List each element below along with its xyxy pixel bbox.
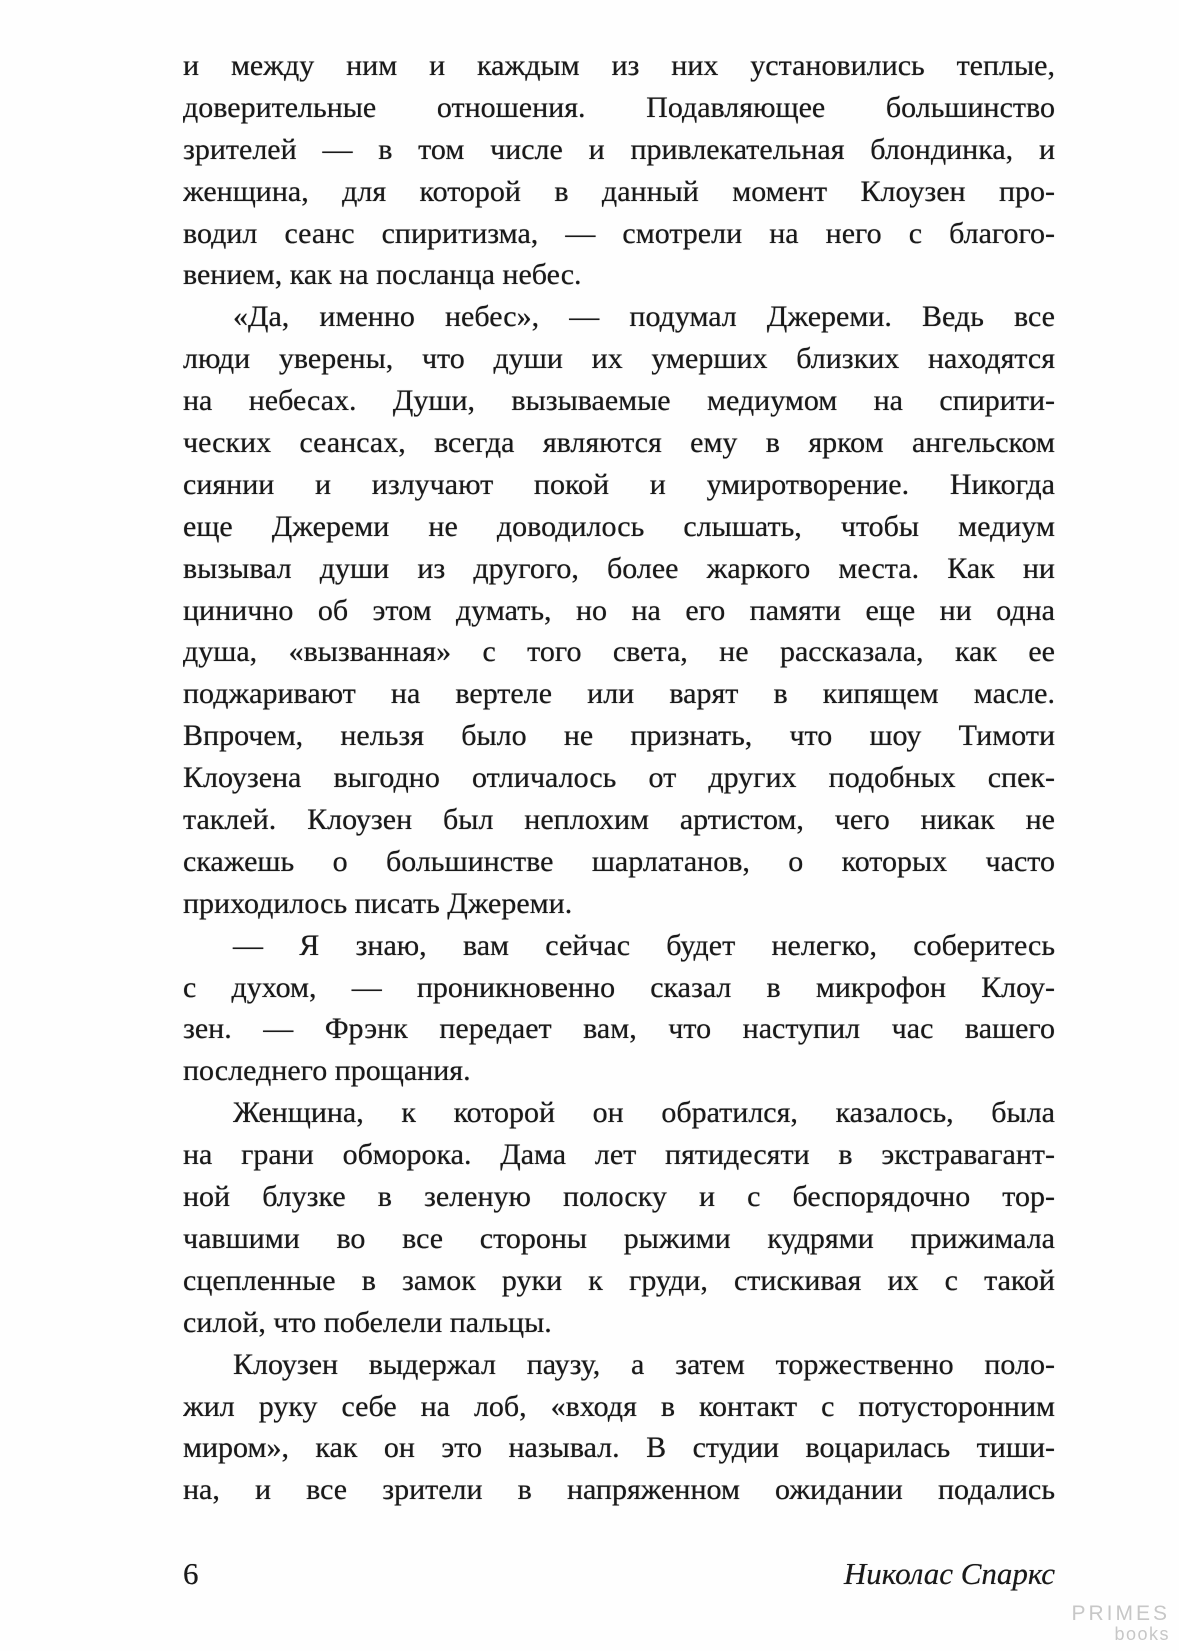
text-line: Женщина, к которой он обратился, казалось, была [233,1096,1055,1130]
text-line: поджаривают на вертеле или варят в кипящем масле. [183,677,1055,711]
paragraph [183,296,1055,924]
paragraph [183,925,1055,1093]
text-line: люди уверены, что души их умерших близких находятся [183,342,1055,376]
text-line: ной блузке в зеленую полоску и с беспорядочно тор- [183,1180,1055,1214]
text-line: Клоузен выдержал паузу, а затем торжественно поло- [233,1347,1055,1381]
text-line: силой, что побелели пальцы. [183,1305,552,1339]
text-line: миром», как он это называл. В студии воцарилась тиши- [183,1431,1055,1465]
text-line: «Да, именно небес», — подумал Джереми. Ведь все [233,300,1055,334]
text-line: вением, как на посланца небес. [183,258,582,292]
paragraph [183,1092,1055,1343]
text-block [183,45,1055,1511]
text-line: на небесах. Души, вызываемые медиумом на спирити- [183,384,1055,418]
text-line: таклей. Клоузен был неплохим артистом, чего никак не [183,803,1055,837]
text-line: на грани обморока. Дама лет пятидесяти в экстравагант- [183,1138,1055,1172]
text-line: сиянии и излучают покой и умиротворение. Никогда [183,467,1055,501]
text-line: скажешь о большинстве шарлатанов, о которых часто [183,844,1055,878]
text-line: цинично об этом думать, но на его памяти еще ни одна [183,593,1055,627]
text-line: женщина, для которой в данный момент Клоузен про- [183,174,1055,208]
text-line: сцепленные в замок руки к груди, стискивая их с такой [183,1263,1055,1297]
text-line: и между ним и каждым из них установились теплые, [183,49,1055,82]
text-line: чавшими во все стороны рыжими кудрями прижимала [183,1221,1055,1255]
text-line: душа, «вызванная» с того света, не рассказала, как ее [183,635,1055,669]
text-line: Клоузена выгодно отличалось от других подобных спек- [183,761,1055,795]
page-footer [183,1556,1055,1592]
publisher-watermark [1071,1603,1170,1643]
text-line: жил руку себе на лоб, «входя в контакт с потусторонним [183,1389,1055,1423]
paragraph [183,45,1055,296]
text-line: — Я знаю, вам сейчас будет нелегко, соберитесь [233,928,1055,962]
text-line: на, и все зрители в напряженном ожидании подались [183,1473,1055,1507]
text-line: ческих сеансах, всегда являются ему в ярком ангельском [183,426,1055,460]
text-line: водил сеанс спиритизма, — смотрели на него с благого- [183,216,1055,250]
paragraph [183,1344,1055,1512]
watermark-line-2: books [1114,1624,1170,1644]
running-footer-author: Николас Спаркс [843,1556,1055,1591]
text-line: приходилось писать Джереми. [183,886,573,920]
text-line: еще Джереми не доводилось слышать, чтобы медиум [183,509,1055,543]
page-number: 6 [183,1556,199,1591]
watermark-line-1: PRIMES [1071,1602,1170,1625]
text-line: Впрочем, нельзя было не признать, что шоу Тимоти [183,719,1055,753]
text-line: вызывал души из другого, более жаркого места. Как ни [183,551,1055,585]
text-line: доверительные отношения. Подавляющее большинство [183,90,1055,124]
text-line: последнего прощания. [183,1054,471,1088]
text-line: зен. — Фрэнк передает вам, что наступил час вашего [183,1012,1055,1046]
text-line: зрителей — в том числе и привлекательная блондинка, и [183,132,1055,166]
text-line: с духом, — проникновенно сказал в микрофон Клоу- [183,970,1055,1004]
